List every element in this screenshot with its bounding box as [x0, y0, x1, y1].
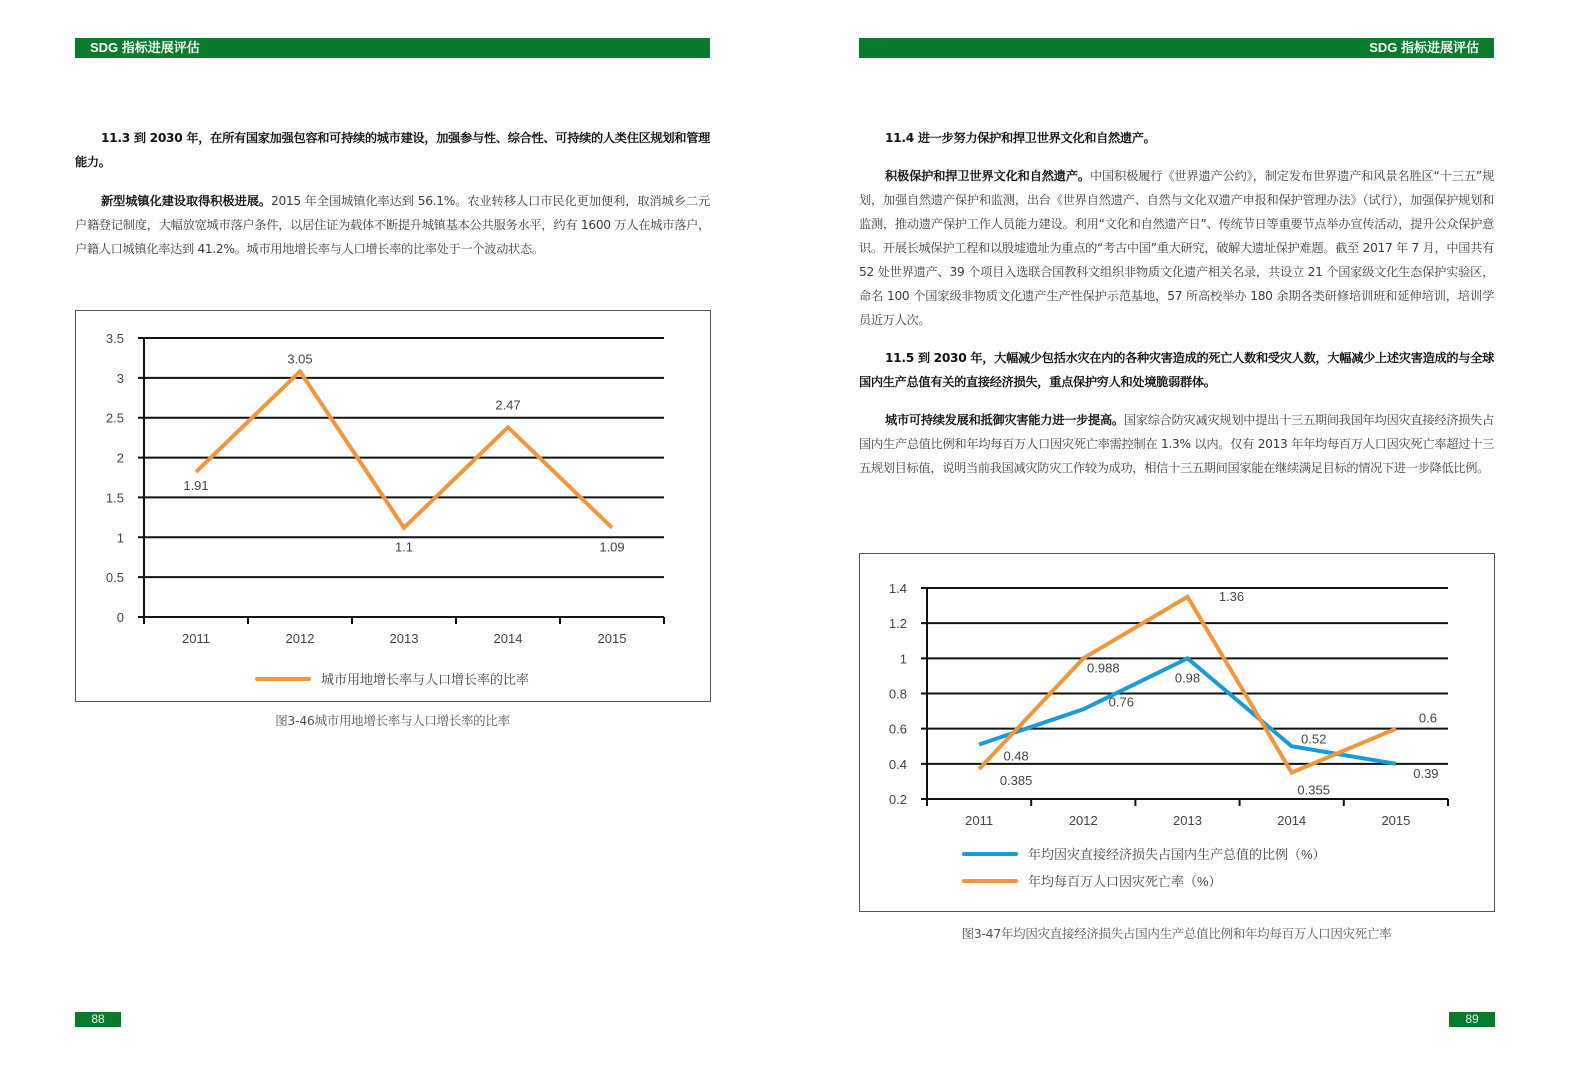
paragraph-body: 国家综合防灾减灾规划中提出十三五期间我国年均因灾直接经济损失占国内生产总值比例和年均每百万人口因灾死亡率需控制在 1.3% 以内。仅有 2013 年年均每百万人口因灾死亡率超过十三五规划目标值，说明当前我国减灾防灾工作较为成功，相信十三五期间国家能在继续满足目标的情况下进一步降低比例。: [859, 413, 1494, 475]
data-label: 2.47: [495, 397, 521, 413]
y-tick-label: 3.5: [105, 331, 124, 346]
data-label: 3.05: [287, 351, 313, 367]
paragraph-lead: 积极保护和捍卫世界文化和自然遗产。: [885, 169, 1090, 183]
data-label: 1.1: [394, 539, 414, 555]
y-tick-label: 0.6: [888, 721, 907, 737]
paragraph-body: 中国积极履行《世界遗产公约》，制定发布世界遗产和风景名胜区“十三五”规划，加强自然遗产保护和监测，出台《世界自然遗产、自然与文化双遗产申报和保护管理办法》（试行），加强保护规划和监测，推动遗产保护工作人员能力建设。利用“文化和自然遗产日”、传统节日等重要节点举办宣传活动，提升公众保护意识。开展长城保护工程和以殷墟遗址为重点的“考古中国”重大研究，破解大遗址保护难题。截至 2017 年 7 月，中国共有 52 处世界遗产、39 个项目入选联合国教科文组织非物质文化遗产相关名录，共设立 21 个国家级文化生态保护实验区，命名 100 个国家级非物质文化遗产生产性保护示范基地，57 所高校举办 180 余期各类研修培训班和延伸培训，培训学员近万人次。: [859, 169, 1494, 327]
paragraph-lead: 城市可持续发展和抵御灾害能力进一步提高。: [885, 413, 1124, 427]
chart-land-population-ratio: [75, 310, 711, 702]
x-tick-label: 2015: [597, 631, 627, 646]
x-tick-label: 2012: [1068, 813, 1098, 828]
paragraph-urbanization: [75, 189, 710, 261]
y-tick-label: 3: [116, 370, 124, 386]
data-label: 1.36: [1218, 588, 1245, 604]
x-tick-label: 2013: [389, 631, 419, 646]
data-label: 0.98: [1174, 670, 1201, 686]
page-number-right: 89: [1449, 1012, 1495, 1027]
data-label: 0.355: [1297, 782, 1330, 798]
y-tick-label: 0.5: [105, 570, 124, 586]
x-tick-label: 2012: [285, 631, 315, 646]
y-tick-label: 0.2: [888, 792, 907, 807]
y-tick-label: 0.4: [888, 756, 907, 772]
legend-label: 年均因灾直接经济损失占国内生产总值的比例（%）: [1028, 847, 1326, 862]
y-tick-label: 1: [116, 530, 124, 546]
x-tick-label: 2013: [1173, 813, 1202, 828]
data-label: 0.6: [1418, 710, 1437, 726]
x-tick-label: 2011: [965, 813, 994, 828]
data-label: 0.385: [999, 773, 1033, 789]
data-label: 0.988: [1087, 660, 1120, 676]
data-label: 0.39: [1413, 765, 1439, 781]
section-heading-11-3: 11.3 到 2030 年，在所有国家加强包容和可持续的城市建设，加强参与性、综合性、可持续的人类住区规划和管理能力。: [75, 131, 710, 169]
figure-caption-3-46: 图3-46城市用地增长率与人口增长率的比率: [275, 713, 510, 728]
legend-label: 城市用地增长率与人口增长率的比率: [321, 672, 530, 687]
section-heading-11-5: 11.5 到 2030 年，大幅减少包括水灾在内的各种灾害造成的死亡人数和受灾人数，大幅减少上述灾害造成的与全球国内生产总值有关的直接经济损失，重点保护穷人和处境脆弱群体。: [859, 351, 1494, 389]
chart-disaster-loss-death-rate: [859, 553, 1495, 912]
series-line: [196, 371, 612, 527]
paragraph-body: 2015 年全国城镇化率达到 56.1%。农业转移人口市民化更加便利，取消城乡二元户籍登记制度，大幅放宽城市落户条件，以居住证为载体不断提升城镇基本公共服务水平，约有 1600 万人在城市落户，户籍人口城镇化率达到 41.2%。城市用地增长率与人口增长率的比率处于一个波动状态。: [75, 194, 710, 256]
page-number-left: 88: [75, 1012, 121, 1027]
paragraph-heritage: [859, 164, 1494, 332]
running-header-left: SDG 指标进展评估: [75, 38, 710, 58]
x-tick-label: 2015: [1381, 813, 1411, 828]
left-page: [0, 0, 793, 1077]
right-page: [793, 0, 1587, 1077]
x-tick-label: 2014: [493, 631, 523, 646]
chart-2-svg: [860, 554, 1494, 911]
running-header-right: SDG 指标进展评估: [859, 38, 1494, 58]
y-tick-label: 2: [116, 450, 124, 466]
section-heading-11-4: 11.4 进一步努力保护和捍卫世界文化和自然遗产。: [885, 131, 1156, 145]
y-tick-label: 2.5: [105, 410, 124, 426]
y-tick-label: 0: [116, 610, 124, 625]
x-tick-label: 2014: [1277, 813, 1307, 828]
chart-1-svg: [76, 311, 710, 701]
x-tick-label: 2011: [182, 631, 210, 646]
paragraph-lead: 新型城镇化建设取得积极进展。: [101, 194, 272, 208]
y-tick-label: 1.4: [888, 581, 907, 596]
y-tick-label: 1.5: [105, 490, 124, 506]
data-label: 1.09: [599, 539, 625, 555]
legend-label: 年均每百万人口因灾死亡率（%）: [1028, 874, 1222, 889]
data-label: 0.76: [1108, 694, 1134, 710]
figure-caption-3-47: 图3-47年均因灾直接经济损失占国内生产总值比例和年均每百万人口因灾死亡率: [961, 926, 1392, 941]
y-tick-label: 0.8: [888, 686, 907, 702]
y-tick-label: 1: [899, 651, 907, 667]
data-label: 0.48: [1003, 748, 1029, 764]
data-label: 1.91: [183, 477, 209, 493]
paragraph-disaster: [859, 408, 1494, 480]
data-label: 0.52: [1301, 731, 1327, 747]
y-tick-label: 1.2: [888, 616, 907, 632]
